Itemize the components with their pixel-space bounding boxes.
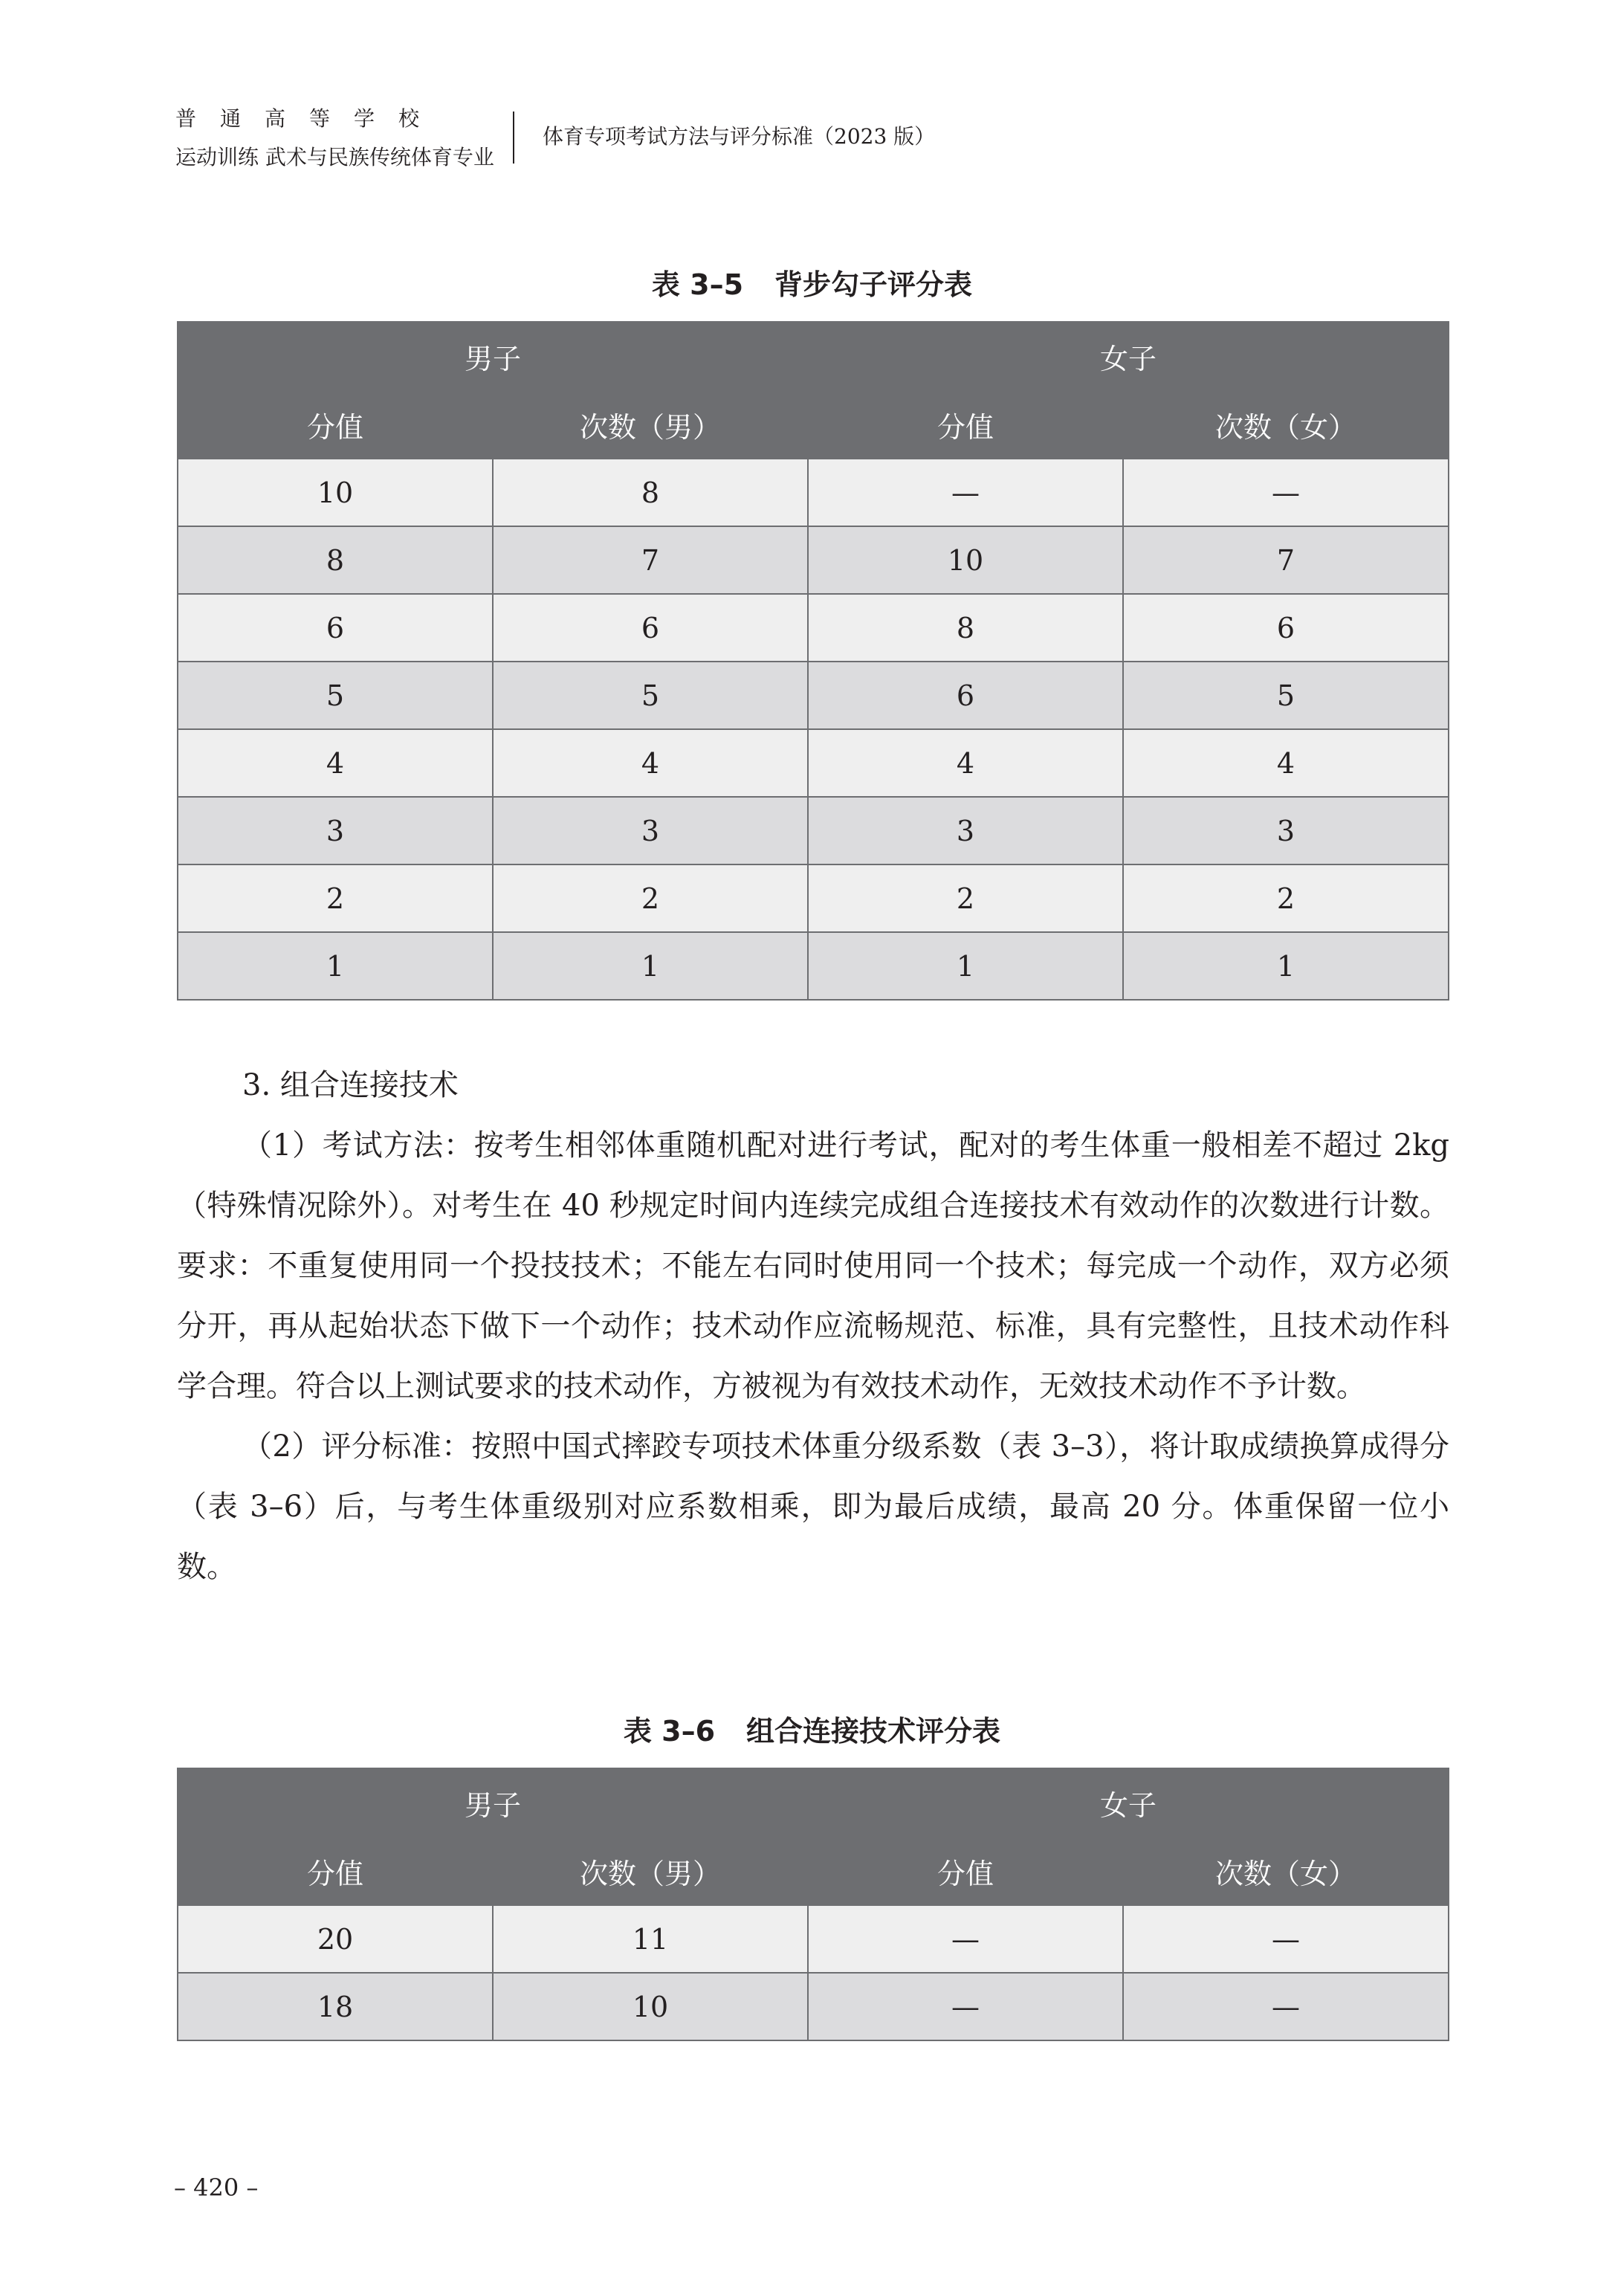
table-cell: 2 (178, 864, 493, 932)
table-cell: 1 (178, 932, 493, 1000)
header-subject: 运动训练 武术与民族传统体育专业 (175, 145, 494, 169)
table-cell: 2 (808, 864, 1123, 932)
table2-caption-title: 组合连接技术评分表 (746, 1715, 1001, 1748)
running-header-left (175, 106, 494, 172)
table-cell: 6 (1123, 594, 1449, 662)
table-cell: 18 (178, 1973, 493, 2040)
table-cell: 4 (178, 729, 493, 797)
table-row (178, 932, 1449, 1000)
page-number: – 420 – (174, 2173, 259, 2202)
table-row (178, 797, 1449, 864)
table-cell: 20 (178, 1905, 493, 1973)
table-cell: 6 (808, 662, 1123, 729)
table-cell: 3 (1123, 797, 1449, 864)
paragraph-test-method: （1）考试方法：按考生相邻体重随机配对进行考试，配对的考生体重一般相差不超过 2kg（特殊情况除外）。对考生在 40 秒规定时间内连续完成组合连接技术有效动作的次数进行计数。要求：不重复使用同一个投技技术；不能左右同时使用同一个技术；每完成一个动作，双方必须分开，再从起始状态下做下一个动作；技术动作应流畅规范、标准，具有完整性，且技术动作科学合理。符合以上测试要求的技术动作，方被视为有效技术动作，无效技术动作不予计数。 (177, 1128, 1449, 1403)
column-header: 分值 (178, 390, 493, 459)
table2-caption (0, 1708, 1624, 1749)
group-header-male: 男子 (178, 1768, 808, 1837)
column-header: 分值 (808, 1837, 1123, 1905)
table-cell: 2 (1123, 864, 1449, 932)
table-cell: 4 (808, 729, 1123, 797)
table-row (178, 594, 1449, 662)
table-cell: 8 (808, 594, 1123, 662)
table-cell: 5 (178, 662, 493, 729)
table-row (178, 459, 1449, 526)
score-table-back-step-hook (177, 321, 1449, 1001)
table-cell: 1 (1123, 932, 1449, 1000)
table-row (178, 526, 1449, 594)
column-header: 次数（男） (493, 1837, 808, 1905)
header-divider (513, 111, 514, 164)
table-cell: 1 (493, 932, 808, 1000)
table-cell: — (808, 1973, 1123, 2040)
table-row (178, 1973, 1449, 2040)
column-header: 分值 (808, 390, 1123, 459)
table2-caption-number: 表 3–6 (623, 1715, 716, 1748)
table-cell: — (808, 1905, 1123, 1973)
table-cell: 7 (1123, 526, 1449, 594)
table-row (178, 662, 1449, 729)
table-cell: 10 (808, 526, 1123, 594)
table-cell: 1 (808, 932, 1123, 1000)
paragraph-scoring-standard: （2）评分标准：按照中国式摔跤专项技术体重分级系数（表 3–3），将计取成绩换算成得分（表 3–6）后，与考生体重级别对应系数相乘，即为最后成绩，最高 20 分。体重保留一位小数。 (177, 1429, 1449, 1584)
table-cell: 5 (1123, 662, 1449, 729)
table-cell: 7 (493, 526, 808, 594)
table1-caption (0, 262, 1624, 303)
section-body (177, 1056, 1449, 1597)
table-cell: 4 (1123, 729, 1449, 797)
table-cell: 3 (808, 797, 1123, 864)
table-cell: 8 (493, 459, 808, 526)
group-header-female: 女子 (808, 1768, 1449, 1837)
header-series-title: 普通高等学校 (175, 106, 444, 131)
table-cell: 6 (178, 594, 493, 662)
table-row (178, 864, 1449, 932)
table-cell: 11 (493, 1905, 808, 1973)
group-header-male: 男子 (178, 322, 808, 390)
table1-caption-title: 背步勾子评分表 (774, 268, 973, 301)
column-header: 次数（女） (1123, 390, 1449, 459)
table-cell: 8 (178, 526, 493, 594)
table-cell: 2 (493, 864, 808, 932)
section-heading: 3. 组合连接技术 (242, 1068, 459, 1102)
table1-caption-number: 表 3–5 (651, 268, 744, 301)
table-cell: 3 (178, 797, 493, 864)
table-cell: — (1123, 459, 1449, 526)
header-book-title: 体育专项考试方法与评分标准（2023 版） (543, 124, 936, 149)
table-cell: 10 (178, 459, 493, 526)
column-header: 次数（女） (1123, 1837, 1449, 1905)
score-table-combination-technique (177, 1768, 1449, 2041)
table-cell: 6 (493, 594, 808, 662)
column-header: 次数（男） (493, 390, 808, 459)
table-row (178, 1905, 1449, 1973)
table-cell: 5 (493, 662, 808, 729)
table-cell: — (808, 459, 1123, 526)
table-row (178, 729, 1449, 797)
table-cell: — (1123, 1973, 1449, 2040)
table-cell: 4 (493, 729, 808, 797)
group-header-female: 女子 (808, 322, 1449, 390)
table-cell: 10 (493, 1973, 808, 2040)
column-header: 分值 (178, 1837, 493, 1905)
table-cell: — (1123, 1905, 1449, 1973)
table-cell: 3 (493, 797, 808, 864)
